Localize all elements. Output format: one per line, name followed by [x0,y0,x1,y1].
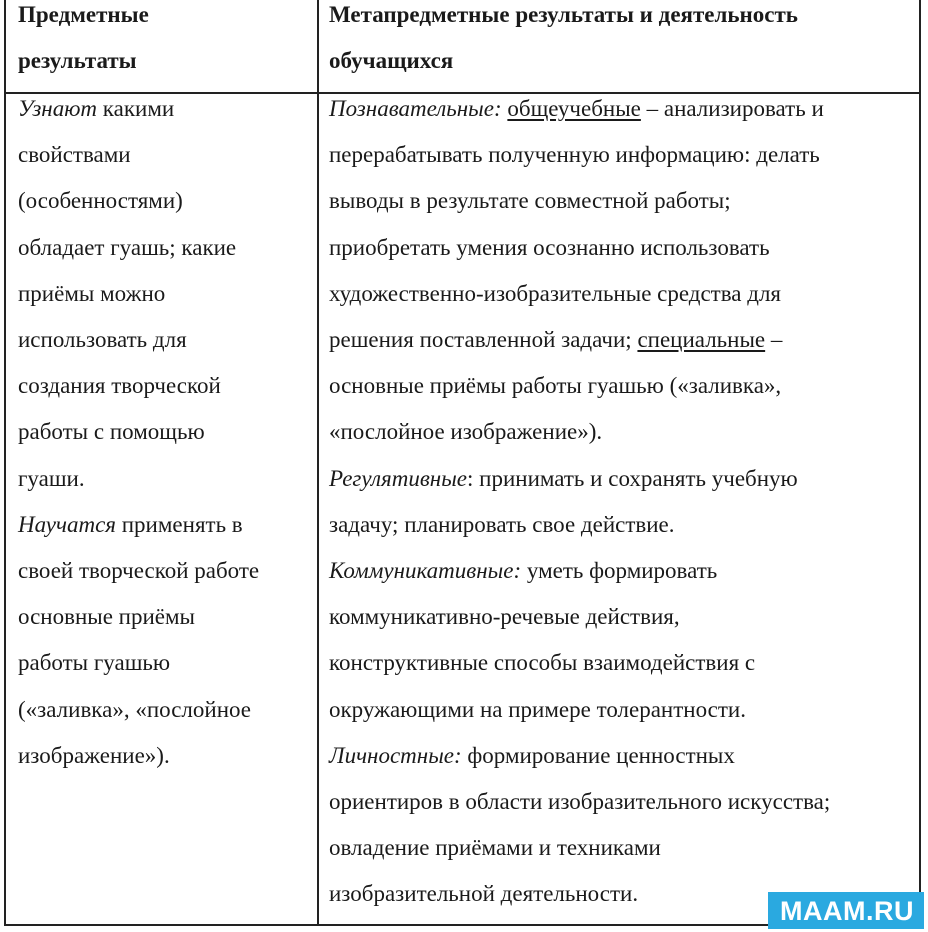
metasubject-results-cell: Познавательные: общеучебные – анализировать и перерабатывать полученную информацию: делать выводы в результате совместной работы; приобретать умения осознанно использовать художественно-изобразительные средства для решения поставленной задачи; специальные – основные приёмы работы гуашью («заливка», «послойное изображение»). Регулятивные: принимать и сохранять учебную задачу; планировать свое действие. Коммуникативные: уметь формировать коммуникативно-речевые действия, конструктивные способы взаимодействия с окружающими на примере толерантности. Личностные: формирование ценностных ориентиров в области изобразительного искусства; овладение приёмами и техниками изобразительной деятельности. [329,86,919,918]
maam-watermark: MAAM.RU [768,892,924,929]
text-line: Коммуникативные: уметь формировать [329,558,718,584]
text-line: Регулятивные: принимать и сохранять учебную [329,465,798,491]
column-divider [317,0,319,924]
text-line: Познавательные: общеучебные – анализировать и [329,96,824,121]
header-metasubject-results: Метапредметные результаты и деятельность обучащихся [329,2,798,74]
subject-results-cell: Узнают какими свойствами (особенностями) обладает гуашь; какие приёмы можно использовать для создания творческой работы с помощью гуаши. Научатся применять в своей творческой работе основные приёмы работы гуашью («заливка», «послойное изображение»). [18,86,312,779]
text-line: Личностные: формирование ценностных [329,742,735,768]
text-line: Научатся применять в [18,511,243,537]
results-table [4,0,921,926]
header-subject-results: Предметные результаты [18,2,149,74]
text-line: решения поставленной задачи; специальные – [329,327,783,353]
text-line: Узнают какими [18,96,175,121]
